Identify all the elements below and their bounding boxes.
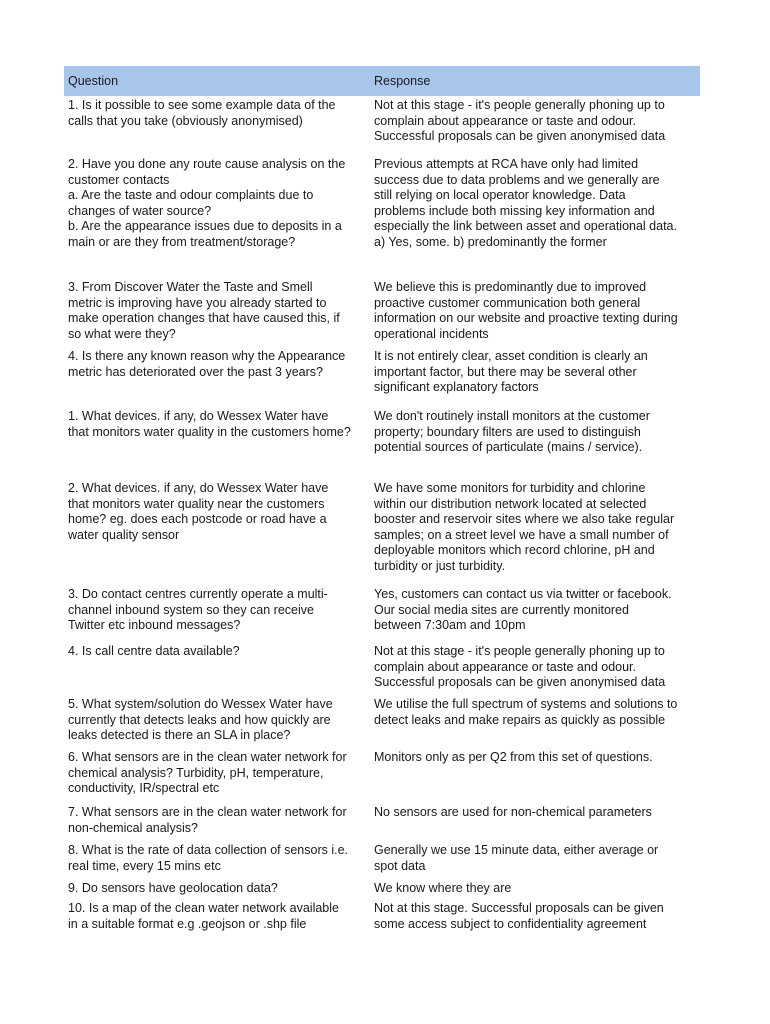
response-cell: Previous attempts at RCA have only had limited success due to data problems and we generally are still relying on local operator knowledge. Data problems include both missing key information and especially the link between asset and operational data. a) Yes, some. b) predominantly the former xyxy=(374,157,677,249)
response-cell: We believe this is predominantly due to improved proactive customer communication both general information on our website and proactive texting during operational incidents xyxy=(374,280,678,341)
table-row xyxy=(64,881,700,897)
response-cell: Generally we use 15 minute data, either average or spot data xyxy=(374,843,659,873)
table-row xyxy=(64,157,700,251)
question-cell: 1. Is it possible to see some example data of the calls that you take (obviously anonymised) xyxy=(68,98,336,128)
response-cell: We don't routinely install monitors at the customer property; boundary filters are used to distinguish potential sources of particulate (mains / service). xyxy=(374,409,650,455)
question-cell: 1. What devices. if any, do Wessex Water have that monitors water quality in the customers home? xyxy=(68,409,351,439)
question-cell: 4. Is call centre data available? xyxy=(68,644,240,658)
response-cell: Not at this stage. Successful proposals can be given some access subject to confidentiality agreement xyxy=(374,901,664,931)
table-row xyxy=(64,98,700,145)
response-cell: We have some monitors for turbidity and chlorine within our distribution network located at selected booster and reservoir sites where we also take regular samples; on a street level we have a small number of deployable monitors which record chlorine, pH and turbidity or just turbidity. xyxy=(374,481,675,573)
response-cell: Not at this stage - it's people generally phoning up to complain about appearance or taste and odour. Successful proposals can be given anonymised data xyxy=(374,644,666,690)
qa-table xyxy=(64,66,700,96)
response-cell: We utilise the full spectrum of systems and solutions to detect leaks and make repairs as quickly as possible xyxy=(374,697,678,727)
header-question: Question xyxy=(68,74,119,88)
table-header xyxy=(64,66,700,96)
table-row xyxy=(64,481,700,575)
response-cell: No sensors are used for non-chemical parameters xyxy=(374,805,652,819)
response-cell: Yes, customers can contact us via twitter or facebook. Our social media sites are currently monitored between 7:30am and 10pm xyxy=(374,587,672,633)
question-cell: 6. What sensors are in the clean water network for chemical analysis? Turbidity, pH, temperature, conductivity, IR/spectral etc xyxy=(68,750,347,796)
question-cell: 5. What system/solution do Wessex Water have currently that detects leaks and how quickly are leaks detected is there an SLA in place? xyxy=(68,697,333,743)
table-row xyxy=(64,697,700,744)
question-cell: 3. From Discover Water the Taste and Smell metric is improving have you already started to make operation changes that have caused this, if so what were they? xyxy=(68,280,340,341)
question-cell: 7. What sensors are in the clean water network for non-chemical analysis? xyxy=(68,805,347,835)
question-cell: 9. Do sensors have geolocation data? xyxy=(68,881,278,895)
table-row xyxy=(64,280,700,342)
table-row xyxy=(64,409,700,456)
table-row xyxy=(64,901,700,932)
question-cell: 4. Is there any known reason why the Appearance metric has deteriorated over the past 3 years? xyxy=(68,349,346,379)
question-cell: 2. What devices. if any, do Wessex Water have that monitors water quality near the customers home? eg. does each postcode or road have a water quality sensor xyxy=(68,481,329,542)
table-row xyxy=(64,644,700,691)
response-cell: We know where they are xyxy=(374,881,512,895)
question-cell: 8. What is the rate of data collection of sensors i.e. real time, every 15 mins etc xyxy=(68,843,349,873)
question-cell: 3. Do contact centres currently operate a multi- channel inbound system so they can receive Twitter etc inbound messages? xyxy=(68,587,328,633)
table-row xyxy=(64,805,700,836)
table-row xyxy=(64,843,700,874)
question-cell: 10. Is a map of the clean water network available in a suitable format e.g .geojson or .shp file xyxy=(68,901,339,931)
table-row xyxy=(64,750,700,797)
header-response: Response xyxy=(374,74,431,88)
response-cell: Not at this stage - it's people generally phoning up to complain about appearance or taste and odour. Successful proposals can be given anonymised data xyxy=(374,98,666,144)
response-cell: It is not entirely clear, asset condition is clearly an important factor, but there may be several other significant explanatory factors xyxy=(374,349,648,395)
response-cell: Monitors only as per Q2 from this set of questions. xyxy=(374,750,653,764)
table-row xyxy=(64,587,700,634)
question-cell: 2. Have you done any route cause analysis on the customer contacts a. Are the taste and odour complaints due to changes of water source? b. Are the appearance issues due to deposits in a main or are they from treatment/storage? xyxy=(68,157,346,249)
table-row xyxy=(64,349,700,396)
